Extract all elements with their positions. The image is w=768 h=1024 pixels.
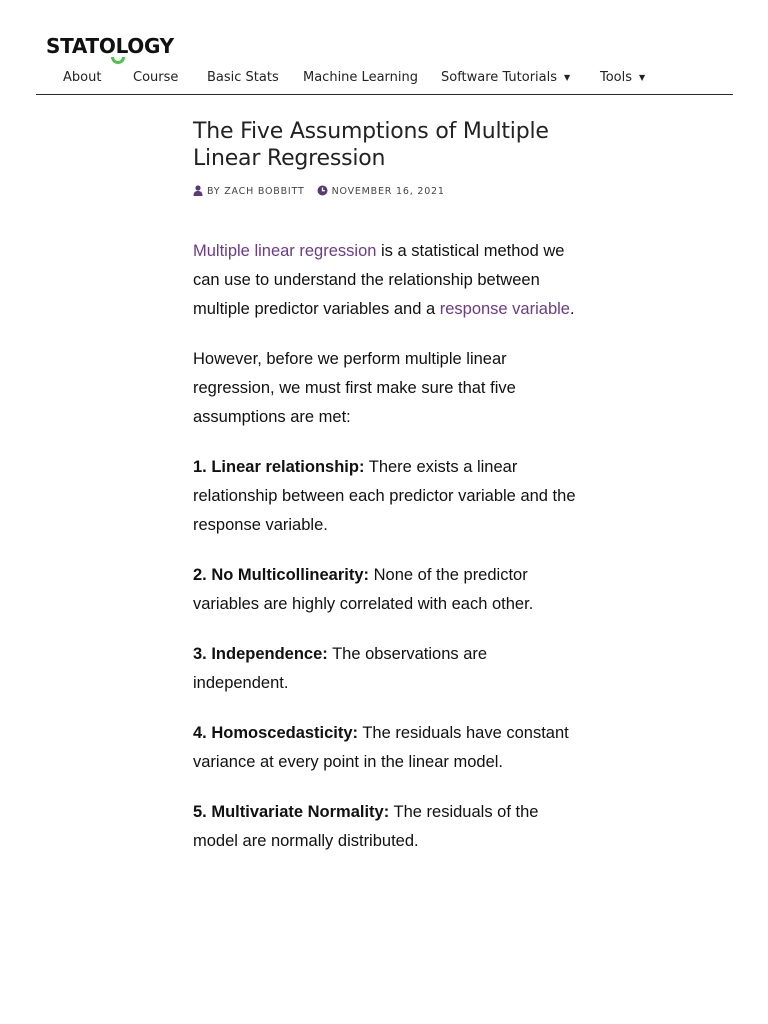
article-meta [193,185,583,199]
assumption-label: 1. Linear relationship: [193,458,365,476]
user-icon [193,185,203,201]
assumption-text: There exists a linear relationship between each predictor variable and the response variable. [193,458,576,534]
nav-item-tools-label: Tools [600,70,633,85]
publish-date: NOVEMBER 16, 2021 [331,186,445,197]
clock-icon [317,185,328,201]
nav-item-software-tutorials-label: Software Tutorials [441,70,558,85]
site-header [36,36,733,95]
assumption-text: The observations are independent. [193,645,488,692]
main-nav [36,69,733,89]
assumption-item [193,640,583,698]
assumption-item [193,561,583,619]
assumption-item [193,453,583,540]
assumption-label: 5. Multivariate Normality: [193,803,390,821]
page-title: The Five Assumptions of Multiple Linear Regression [193,119,549,171]
article-body [193,237,583,856]
intro-text-1: is a statistical method we can use to understand the relationship between multiple predictor variables and a [193,242,565,318]
nav-item-about[interactable]: About [63,70,102,85]
intro-text-2: . [569,300,575,318]
logo-smile-icon [111,57,125,64]
assumption-text: The residuals of the model are normally distributed. [193,803,539,850]
assumption-text: None of the predictor variables are highly correlated with each other. [193,566,534,613]
intro-paragraph [193,237,583,324]
nav-item-course[interactable]: Course [133,70,179,85]
author-name[interactable]: BY ZACH BOBBITT [207,186,305,197]
article [193,118,583,877]
assumption-item [193,798,583,856]
nav-item-tools[interactable] [600,69,645,87]
nav-item-basic-stats[interactable]: Basic Stats [207,70,279,85]
multiple-linear-regression-link[interactable]: Multiple linear regression [193,242,377,260]
assumption-text: The residuals have constant variance at every point in the linear model. [193,724,569,771]
assumption-label: 4. Homoscedasticity: [193,724,359,742]
assumption-item [193,719,583,777]
caret-down-icon: ▼ [639,73,646,82]
assumption-label: 3. Independence: [193,645,328,663]
caret-down-icon: ▼ [564,73,571,82]
nav-item-machine-learning[interactable]: Machine Learning [303,70,418,85]
assumptions-intro-paragraph: However, before we perform multiple linear regression, we must first make sure that five assumptions are met: [193,350,516,426]
response-variable-link[interactable]: response variable [439,300,570,318]
site-logo[interactable]: STATOLOGY [46,34,174,58]
assumption-label: 2. No Multicollinearity: [193,566,370,584]
nav-item-software-tutorials[interactable] [441,69,570,87]
